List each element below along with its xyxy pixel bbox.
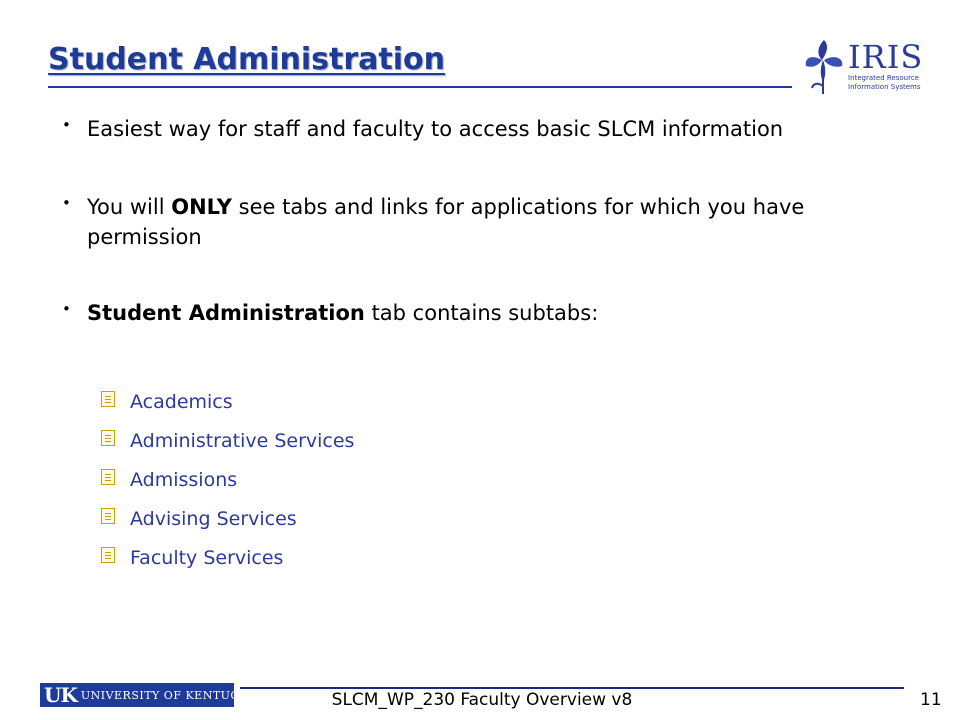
bullet-item: • Easiest way for staff and faculty to access basic SLCM information bbox=[60, 114, 860, 144]
document-list-icon bbox=[101, 508, 115, 524]
bullet-item: • You will ONLY see tabs and links for applications for which you have permission bbox=[60, 192, 860, 252]
bullet-dot-icon: • bbox=[62, 116, 71, 134]
university-logo bbox=[40, 683, 256, 707]
bullet-list bbox=[60, 114, 860, 328]
bullet-dot-icon: • bbox=[62, 300, 71, 318]
subtab-item-academics: Academics bbox=[100, 388, 354, 427]
bullet-item: • Student Administration tab contains subtabs: bbox=[60, 298, 860, 328]
title-underline bbox=[48, 86, 792, 88]
footer-text: SLCM_WP_230 Faculty Overview v8 bbox=[331, 690, 633, 710]
document-list-icon bbox=[101, 547, 115, 563]
footer-rule bbox=[240, 687, 904, 689]
iris-logo-line1: Integrated Resource bbox=[848, 74, 919, 82]
subtab-item-administrative-services: Administrative Services bbox=[100, 427, 354, 466]
uk-mark: UK bbox=[44, 683, 77, 707]
subtab-item-faculty-services: Faculty Services bbox=[100, 544, 354, 583]
document-list-icon bbox=[101, 430, 115, 446]
slide-title: Student Administration bbox=[48, 42, 445, 77]
document-list-icon bbox=[101, 391, 115, 407]
iris-flower-icon bbox=[800, 36, 848, 96]
page-number: 11 bbox=[920, 690, 942, 710]
university-name: UNIVERSITY OF KENTUCKY bbox=[80, 688, 256, 702]
iris-logo-line2: Information Systems bbox=[848, 83, 921, 91]
document-list-icon bbox=[101, 469, 115, 485]
subtab-item-admissions: Admissions bbox=[100, 466, 354, 505]
subtab-item-advising-services: Advising Services bbox=[100, 505, 354, 544]
iris-logo bbox=[800, 36, 924, 96]
subtab-list bbox=[100, 388, 354, 583]
iris-logo-word: IRIS bbox=[848, 38, 924, 76]
bullet-dot-icon: • bbox=[62, 194, 71, 212]
